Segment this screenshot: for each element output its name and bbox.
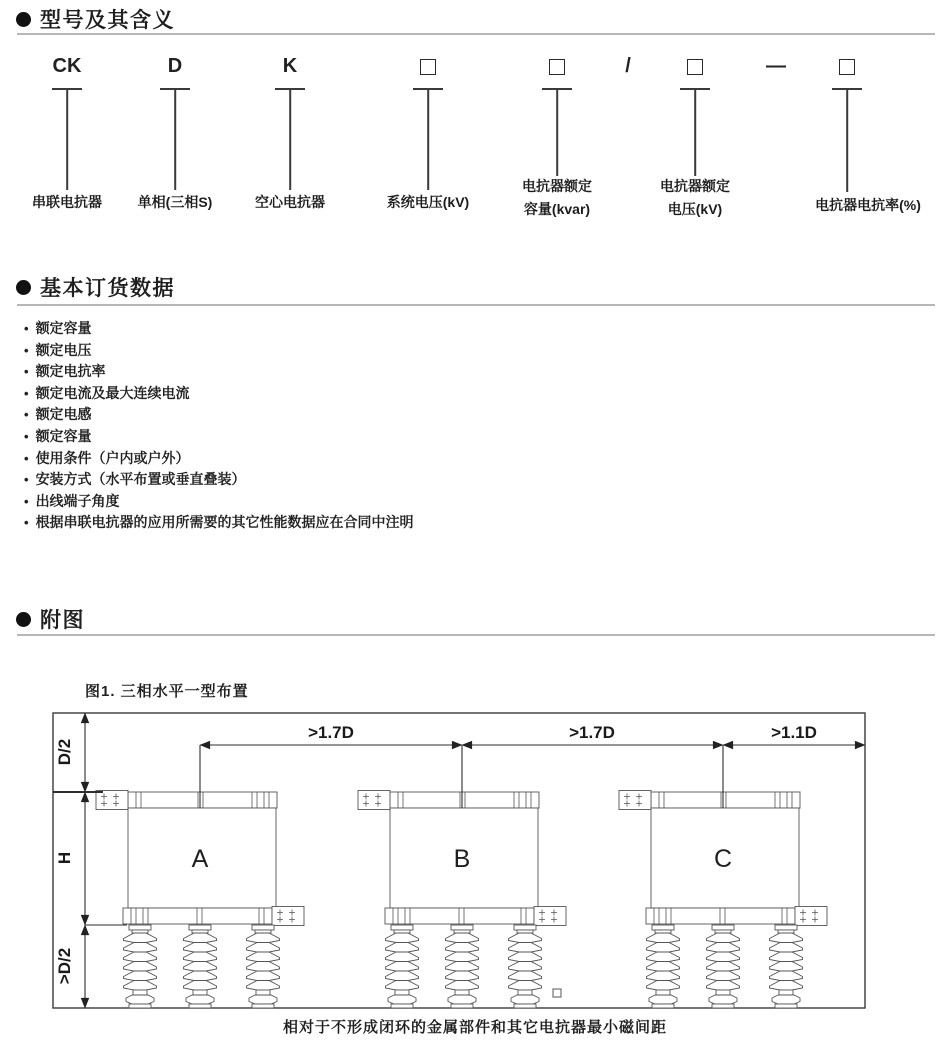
section-rule [17,634,935,636]
reactor-unit-a [96,791,304,1009]
list-item: • 额定电流及最大连续电流 [24,383,414,405]
section-title-model: 型号及其含义 [40,9,175,32]
section-header-ordering [16,272,175,302]
list-item: • 使用条件（户内或户外） [24,448,414,470]
bullet-circle-icon [16,612,31,627]
figure-note: 相对于不形成闭环的金属部件和其它电抗器最小磁间距 [282,1019,667,1036]
list-item: • 额定电感 [24,404,414,426]
section-title-figure: 附图 [40,609,85,632]
code-label: 电压(kV) [667,201,723,217]
figure-caption: 图1. 三相水平一型布置 [85,683,249,700]
dim-span-ab: >1.7D [308,723,354,742]
code-stem [427,89,429,190]
unit-label-c: C [713,845,733,873]
dim-top-clearance: D/2 [55,738,74,766]
code-label: 电抗器额定 [660,178,730,194]
ordering-data-list [24,318,414,534]
code-label: 串联电抗器 [32,194,102,210]
list-item: • 额定容量 [24,426,414,448]
section-rule [17,33,935,35]
code-stem [289,89,291,190]
list-item: • 安装方式（水平布置或垂直叠装） [24,469,414,491]
unit-label-a: A [191,845,209,873]
list-item: • 额定容量 [24,318,414,340]
code-label: 单相(三相S) [137,194,213,210]
code-stem [846,89,848,192]
section-header-figure [16,604,85,634]
placeholder-box-icon [549,59,565,75]
slash-separator: / [625,55,631,77]
placeholder-box-icon [420,59,436,75]
code-stem [174,89,176,190]
reactor-unit-b [358,791,566,1009]
dim-bottom-clearance: >D/2 [55,947,74,985]
code-stem [694,89,696,176]
list-item: • 额定电抗率 [24,361,414,383]
list-item: • 根据串联电抗器的应用所需要的其它性能数据应在合同中注明 [24,512,414,534]
code-symbol: K [282,55,298,77]
bullet-circle-icon [16,280,31,295]
placeholder-box-icon [687,59,703,75]
dim-span-bc: >1.7D [569,723,615,742]
figure-drawing [0,705,950,1017]
dash-separator: — [766,55,786,77]
section-title-ordering: 基本订货数据 [40,277,175,300]
bullet-circle-icon [16,12,31,27]
dim-height: H [55,851,74,865]
section-rule [17,304,935,306]
dim-span-c-edge: >1.1D [771,723,817,742]
list-item: • 出线端子角度 [24,491,414,513]
code-label: 电抗器额定 [522,178,592,194]
code-stem [66,89,68,190]
section-header-model [16,4,175,34]
code-label: 电抗器电抗率(%) [815,197,921,213]
code-stem [556,89,558,176]
code-label: 系统电压(kV) [386,194,470,210]
ground-marker-square [553,989,561,997]
unit-label-b: B [453,845,471,873]
code-label: 容量(kvar) [523,201,591,217]
code-label: 空心电抗器 [255,194,325,210]
code-symbol: D [167,55,183,77]
list-item: • 额定电压 [24,340,414,362]
placeholder-box-icon [839,59,855,75]
reactor-unit-c [619,791,827,1009]
code-symbol: CK [52,55,82,77]
